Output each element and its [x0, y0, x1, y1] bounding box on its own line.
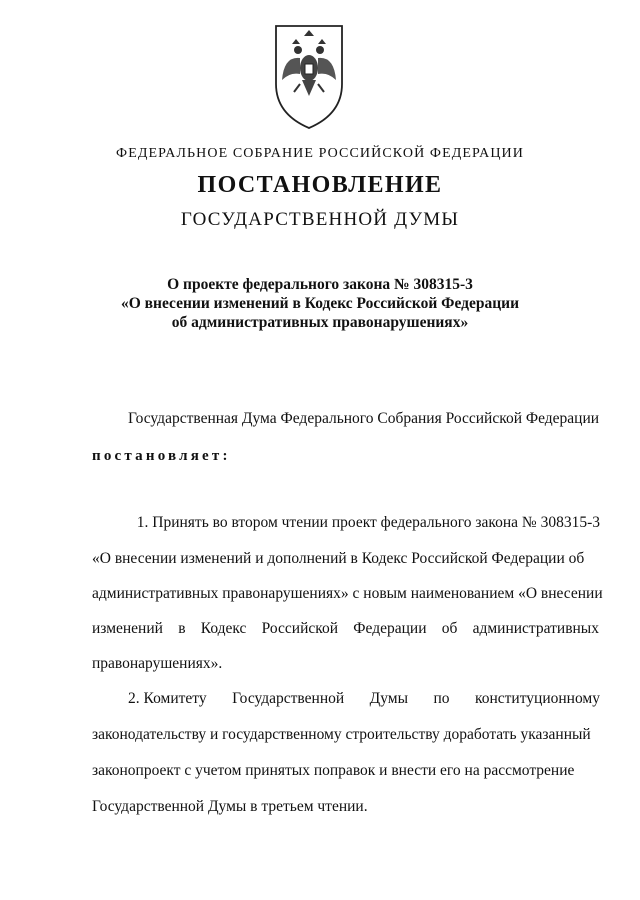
- word: Кодекс: [200, 620, 247, 637]
- item1-line: правонарушениях».: [92, 655, 223, 672]
- item2-justified-line: [128, 690, 600, 708]
- word: 2. Комитету: [128, 690, 207, 707]
- decides-word: постановляет:: [92, 448, 231, 464]
- word: конституционному: [474, 690, 600, 707]
- word: Федерации: [353, 620, 427, 637]
- coat-of-arms-emblem: [270, 22, 348, 132]
- issuing-body: ГОСУДАРСТВЕННОЙ ДУМЫ: [180, 209, 460, 230]
- item1-line: административных правонарушениях» с новым наименованием «О внесении: [92, 585, 603, 602]
- word: Думы: [369, 690, 408, 707]
- word: Российской: [261, 620, 339, 637]
- word: Государственной: [232, 690, 345, 707]
- resolution-heading: [60, 275, 580, 332]
- preamble-line: Государственная Дума Федерального Собрания Российской Федерации: [128, 410, 600, 427]
- heading-line: «О внесении изменений в Кодекс Российской Федерации: [120, 295, 520, 312]
- item1-justified-line: [92, 620, 599, 638]
- item2-line: законопроект с учетом принятых поправок и внести его на рассмотрение: [92, 762, 575, 779]
- word: изменений: [92, 620, 163, 637]
- item2-line: законодательству и государственному строительству доработать указанный: [92, 726, 591, 743]
- heading-line: О проекте федерального закона № 308315-3: [167, 276, 473, 293]
- item2-line: Государственной Думы в третьем чтении.: [92, 798, 368, 815]
- word: административных: [472, 620, 599, 637]
- word: об: [441, 620, 458, 637]
- word: по: [433, 690, 450, 707]
- word: в: [178, 620, 186, 637]
- parliament-name: ФЕДЕРАЛЬНОЕ СОБРАНИЕ РОССИЙСКОЙ ФЕДЕРАЦИИ: [116, 146, 524, 161]
- item1-line: 1. Принять во втором чтении проект федерального закона № 308315-3: [136, 514, 600, 531]
- document-type-title: ПОСТАНОВЛЕНИЕ: [197, 172, 443, 198]
- item1-line: «О внесении изменений и дополнений в Кодекс Российской Федерации об: [92, 550, 585, 567]
- heading-line: об административных правонарушениях»: [171, 314, 469, 331]
